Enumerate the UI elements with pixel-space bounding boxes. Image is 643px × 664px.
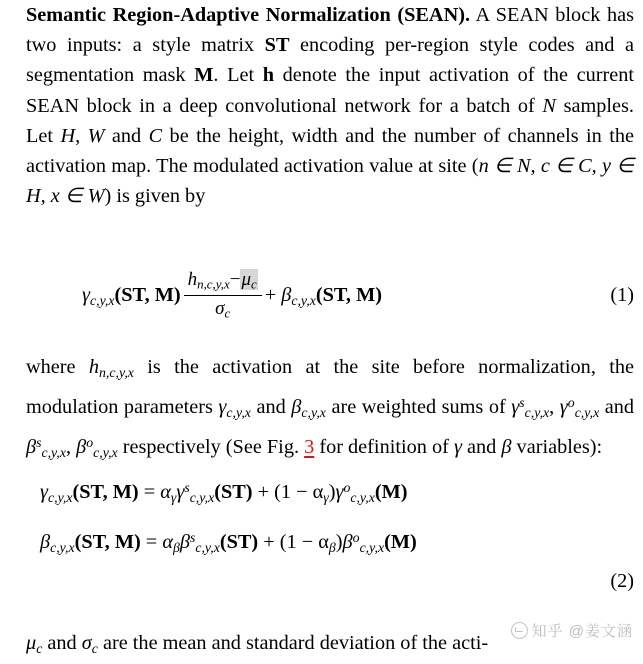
- eq2l1-term2: γ: [335, 481, 344, 504]
- eq1-fraction-bar: [184, 295, 262, 296]
- p2-t2: and: [250, 396, 292, 419]
- p2-sym-gamma-o-sub: c,y,x: [574, 405, 600, 421]
- eq1-gamma: γ: [82, 283, 90, 306]
- p2-t1: is the activation at the site before normalization, the modulation parameters: [26, 356, 634, 419]
- eq2l2-term1-args: (ST): [219, 531, 259, 554]
- p1-sym-h: h: [262, 64, 275, 87]
- p2-sym-gamma-s-sub: c,y,x: [524, 405, 550, 421]
- eq2l2-equals: =: [145, 531, 158, 554]
- eq2l2-coef-sub: β: [328, 540, 336, 556]
- eq2l1-term1: γ: [176, 481, 185, 504]
- equation-1-number: (1): [610, 284, 634, 306]
- eq1-mu-highlight: [240, 269, 257, 290]
- eq2l1-term1-sup: s: [184, 480, 190, 495]
- p1-seg-2: encoding per-region style codes and a segmentation mask: [26, 34, 634, 87]
- eq2l2-coef-close: ): [335, 531, 343, 554]
- p2-t8: for definition of: [314, 436, 454, 459]
- p2-sym-beta-s-sub: c,y,x: [41, 445, 66, 461]
- eq1-minus: −: [229, 269, 241, 290]
- eq2l2-plus: +: [263, 531, 275, 554]
- eq2l2-lhs-args: (ST, M): [74, 531, 141, 554]
- eq2l1-term2-sup: o: [343, 480, 351, 495]
- p2-sym-gamma-s-sup: s: [519, 395, 525, 411]
- p1-seg-6: denote the input activation of the current SEAN block in a deep convolutional network for a batch of: [26, 64, 634, 117]
- eq2l1-lhs: γ: [40, 481, 48, 504]
- eq2l1-plus: +: [257, 481, 270, 504]
- paragraph-1-container: [26, 0, 634, 211]
- p2-t7: respectively (See Fig.: [117, 436, 305, 459]
- p3-sym-mu-sub: c: [36, 640, 43, 656]
- p2-sym-beta-s: β: [26, 436, 37, 459]
- eq2l2-lhs-sub: c,y,x: [50, 540, 75, 556]
- eq2l2-lhs: β: [40, 531, 51, 554]
- figure-reference-link[interactable]: 3: [304, 436, 315, 459]
- eq1-gamma-args: (ST, M): [114, 283, 181, 306]
- eq1-numerator: [184, 269, 262, 294]
- eq2l1-alpha-sub: γ: [170, 490, 177, 506]
- p2-t5: and: [599, 396, 635, 419]
- p3-t1: and: [42, 632, 82, 654]
- equation-2-number: (2): [610, 570, 634, 593]
- eq2l2-alpha-sub: β: [172, 540, 180, 556]
- p1-sym-M: M: [194, 64, 214, 87]
- eq1-beta-args: (ST, M): [315, 283, 382, 306]
- p2-sym-h: h: [88, 356, 100, 378]
- p2-sym-beta-o-sup: o: [86, 435, 94, 451]
- equation-2-line-2: [40, 518, 634, 568]
- eq2l2-term2-sup: o: [352, 530, 360, 546]
- p2-sym-gamma-s: γ: [511, 396, 520, 419]
- p1-seg-16: ) is given by: [104, 185, 206, 208]
- p2-sym-beta-var: β: [501, 436, 512, 459]
- eq2l2-term2: β: [342, 531, 353, 554]
- eq2l1-lhs-args: (ST, M): [72, 481, 139, 504]
- eq2l1-term2-sub: c,y,x: [350, 490, 375, 506]
- eq1-mu-sub: c: [250, 276, 257, 292]
- eq2l2-term1: β: [179, 531, 190, 554]
- p1-site-indices: n ∈ N, c ∈ C, y ∈ H, x ∈ W: [26, 155, 634, 208]
- p1-sym-ST: ST: [264, 34, 290, 57]
- eq1-sigma: σ: [215, 297, 225, 319]
- zhihu-logo-icon: [511, 622, 528, 639]
- p2-sym-gamma: γ: [218, 396, 227, 419]
- p2-t10: variables):: [511, 436, 603, 459]
- p2-sym-gamma-var: γ: [453, 436, 462, 459]
- equation-1-container: [26, 262, 634, 334]
- p1-seg-4: . Let: [213, 64, 263, 87]
- eq2l2-term2-args: (M): [384, 531, 417, 554]
- p2-sym-beta-o: β: [76, 436, 87, 459]
- eq1-beta: β: [281, 283, 292, 306]
- p1-seg-8: samples. Let: [26, 94, 634, 147]
- eq2l1-lhs-sub: c,y,x: [48, 490, 73, 506]
- eq1-gamma-sub: c,y,x: [90, 292, 115, 308]
- eq1-beta-sub: c,y,x: [291, 292, 316, 308]
- eq1-fraction: [184, 269, 262, 322]
- eq2l1-coef-sub: γ: [323, 490, 329, 506]
- p2-t3: are weighted sums of: [325, 396, 512, 419]
- p2-sym-beta-s-sup: s: [36, 435, 42, 451]
- p1-sym-C: C: [148, 124, 163, 147]
- eq1-denominator: [184, 297, 262, 322]
- p2-sym-h-sub: n,c,y,x: [99, 364, 134, 380]
- equation-2-container: [26, 468, 634, 593]
- p1-seg-12: and: [104, 124, 149, 147]
- eq2l2-alpha: α: [162, 531, 173, 554]
- p1-sym-H: H: [60, 124, 76, 147]
- p2-sym-beta-sub: c,y,x: [301, 405, 326, 421]
- p2-sym-gamma-o: γ: [559, 396, 568, 419]
- eq2l1-term1-sub: c,y,x: [189, 490, 215, 506]
- p3-sym-sigma: σ: [81, 632, 92, 654]
- equation-2-line-1: [40, 468, 634, 518]
- watermark: [511, 620, 633, 641]
- equation-1: [82, 270, 382, 323]
- eq2l2-coef: (1 − α: [279, 531, 329, 554]
- p2-t4: ,: [549, 396, 560, 419]
- eq1-sigma-sub: c: [224, 305, 231, 321]
- p1-sym-W: W: [87, 124, 105, 147]
- eq1-mu: μ: [241, 269, 251, 290]
- p2-t9: and: [461, 436, 502, 459]
- eq2l2-term1-sub: c,y,x: [195, 540, 220, 556]
- eq2l1-equals: =: [143, 481, 156, 504]
- p3-sym-mu: μ: [26, 632, 37, 654]
- eq2l1-coef: (1 − α: [274, 481, 324, 504]
- p2-sym-beta-o-sub: c,y,x: [93, 445, 118, 461]
- paragraph-2: [26, 352, 634, 469]
- eq2l1-term2-args: (M): [374, 481, 408, 504]
- eq2l1-term1-args: (ST): [214, 481, 253, 504]
- watermark-text: 知乎 @姜文涵: [531, 623, 633, 640]
- p1-seg-10: ,: [75, 124, 88, 147]
- p1-sym-N: N: [542, 94, 556, 117]
- eq2l2-term2-sub: c,y,x: [359, 540, 385, 556]
- p2-sym-gamma-sub: c,y,x: [226, 405, 251, 421]
- p3-sym-sigma-sub: c: [91, 640, 98, 656]
- eq2l2-term1-sup: s: [189, 530, 196, 546]
- paragraph-2-container: [26, 352, 634, 469]
- p2-sym-beta: β: [291, 396, 302, 419]
- paragraph-1: [26, 0, 634, 211]
- section-lead-bold: Semantic Region-Adaptive Normalization (SEAN).: [26, 4, 471, 26]
- p1-seg-14: be the height, width and the number of channels in the activation map. The modulated activation value at site (: [26, 124, 634, 178]
- eq2l1-coef-close: ): [328, 481, 336, 504]
- eq2l1-alpha: α: [160, 481, 171, 504]
- p2-sym-gamma-o-sup: o: [567, 395, 575, 411]
- p2-intro: where: [26, 356, 89, 378]
- eq1-h: h: [187, 269, 198, 290]
- eq1-h-sub: n,c,y,x: [197, 276, 230, 292]
- p3-t2: are the mean and standard deviation of the acti-: [97, 632, 489, 654]
- p2-t6: ,: [66, 436, 77, 459]
- eq1-plus: +: [264, 283, 277, 306]
- p1-seg-0: A SEAN block has two inputs: a style matrix: [26, 4, 634, 57]
